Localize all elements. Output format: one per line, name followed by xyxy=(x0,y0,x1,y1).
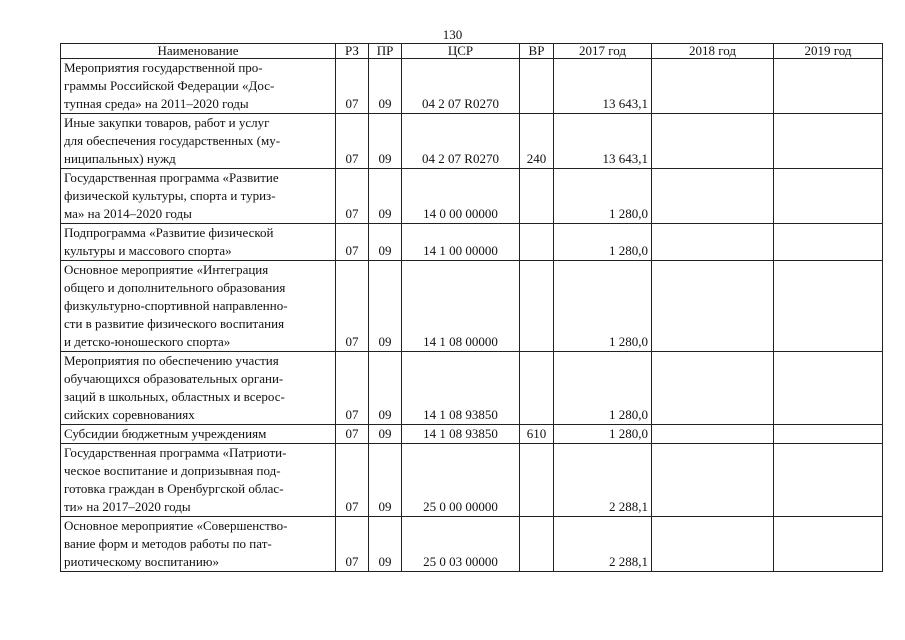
row-name: Мероприятия государственной про- граммы Российской Федерации «Дос- тупная среда» на 2011–2020 годы xyxy=(61,59,336,114)
row-rz: 07 xyxy=(336,114,369,169)
row-2019 xyxy=(774,114,883,169)
row-vr xyxy=(520,517,554,572)
row-2018 xyxy=(652,59,774,114)
row-csr: 04 2 07 R0270 xyxy=(402,114,520,169)
row-vr xyxy=(520,59,554,114)
header-rz: РЗ xyxy=(336,44,369,59)
row-2017: 1 280,0 xyxy=(554,169,652,224)
row-name: Основное мероприятие «Интеграция общего и дополнительного образования физкультурно-спортивной направленно- сти в развитие физического воспитания и детско-юношеского спорта» xyxy=(61,261,336,352)
row-2019 xyxy=(774,425,883,444)
row-name: Мероприятия по обеспечению участия обучающихся образовательных органи- заций в школьных, областных и всерос- сийских соревнованиях xyxy=(61,352,336,425)
row-rz: 07 xyxy=(336,224,369,261)
row-2019 xyxy=(774,352,883,425)
row-pr: 09 xyxy=(369,352,402,425)
row-pr: 09 xyxy=(369,224,402,261)
row-csr: 04 2 07 R0270 xyxy=(402,59,520,114)
row-vr xyxy=(520,444,554,517)
header-2019: 2019 год xyxy=(774,44,883,59)
row-2019 xyxy=(774,444,883,517)
row-pr: 09 xyxy=(369,261,402,352)
row-2018 xyxy=(652,444,774,517)
row-vr: 610 xyxy=(520,425,554,444)
row-2019 xyxy=(774,169,883,224)
row-name: Субсидии бюджетным учреждениям xyxy=(61,425,336,444)
row-rz: 07 xyxy=(336,517,369,572)
table-row xyxy=(61,444,883,517)
row-vr xyxy=(520,352,554,425)
row-rz: 07 xyxy=(336,169,369,224)
row-2019 xyxy=(774,261,883,352)
row-2018 xyxy=(652,352,774,425)
row-2019 xyxy=(774,517,883,572)
table-row xyxy=(61,224,883,261)
row-csr: 14 1 08 00000 xyxy=(402,261,520,352)
table-header-row xyxy=(61,44,883,59)
row-name: Государственная программа «Развитие физической культуры, спорта и туриз- ма» на 2014–2020 годы xyxy=(61,169,336,224)
row-pr: 09 xyxy=(369,444,402,517)
row-rz: 07 xyxy=(336,59,369,114)
header-vr: ВР xyxy=(520,44,554,59)
row-vr: 240 xyxy=(520,114,554,169)
table-row xyxy=(61,114,883,169)
row-2018 xyxy=(652,224,774,261)
row-name: Иные закупки товаров, работ и услуг для обеспечения государственных (му- ниципальных) нужд xyxy=(61,114,336,169)
row-2018 xyxy=(652,114,774,169)
row-2017: 1 280,0 xyxy=(554,224,652,261)
row-2017: 13 643,1 xyxy=(554,114,652,169)
row-rz: 07 xyxy=(336,444,369,517)
row-2018 xyxy=(652,261,774,352)
table-row xyxy=(61,261,883,352)
page-number: 130 xyxy=(442,27,463,42)
row-vr xyxy=(520,261,554,352)
table-row xyxy=(61,59,883,114)
table-row xyxy=(61,169,883,224)
row-pr: 09 xyxy=(369,517,402,572)
header-csr: ЦСР xyxy=(402,44,520,59)
table-row xyxy=(61,352,883,425)
row-2017: 1 280,0 xyxy=(554,425,652,444)
row-pr: 09 xyxy=(369,59,402,114)
row-2017: 2 288,1 xyxy=(554,444,652,517)
row-csr: 25 0 00 00000 xyxy=(402,444,520,517)
row-2018 xyxy=(652,517,774,572)
row-pr: 09 xyxy=(369,425,402,444)
table-row xyxy=(61,425,883,444)
row-rz: 07 xyxy=(336,425,369,444)
row-csr: 14 1 00 00000 xyxy=(402,224,520,261)
row-2019 xyxy=(774,59,883,114)
row-vr xyxy=(520,224,554,261)
header-2018: 2018 год xyxy=(652,44,774,59)
header-name: Наименование xyxy=(61,44,336,59)
row-csr: 25 0 03 00000 xyxy=(402,517,520,572)
row-rz: 07 xyxy=(336,261,369,352)
row-2018 xyxy=(652,425,774,444)
row-name: Государственная программа «Патриоти- ческое воспитание и допризывная под- готовка граждан в Оренбургской облас- ти» на 2017–2020 годы xyxy=(61,444,336,517)
row-name: Основное мероприятие «Совершенство- вание форм и методов работы по пат- риотическому воспитанию» xyxy=(61,517,336,572)
row-csr: 14 0 00 00000 xyxy=(402,169,520,224)
row-2017: 1 280,0 xyxy=(554,261,652,352)
row-name: Подпрограмма «Развитие физической культуры и массового спорта» xyxy=(61,224,336,261)
row-csr: 14 1 08 93850 xyxy=(402,352,520,425)
row-vr xyxy=(520,169,554,224)
table-row xyxy=(61,517,883,572)
row-2017: 2 288,1 xyxy=(554,517,652,572)
row-pr: 09 xyxy=(369,114,402,169)
row-2019 xyxy=(774,224,883,261)
row-2017: 1 280,0 xyxy=(554,352,652,425)
row-pr: 09 xyxy=(369,169,402,224)
budget-table xyxy=(60,43,883,572)
row-rz: 07 xyxy=(336,352,369,425)
row-2017: 13 643,1 xyxy=(554,59,652,114)
row-csr: 14 1 08 93850 xyxy=(402,425,520,444)
header-2017: 2017 год xyxy=(554,44,652,59)
header-pr: ПР xyxy=(369,44,402,59)
row-2018 xyxy=(652,169,774,224)
